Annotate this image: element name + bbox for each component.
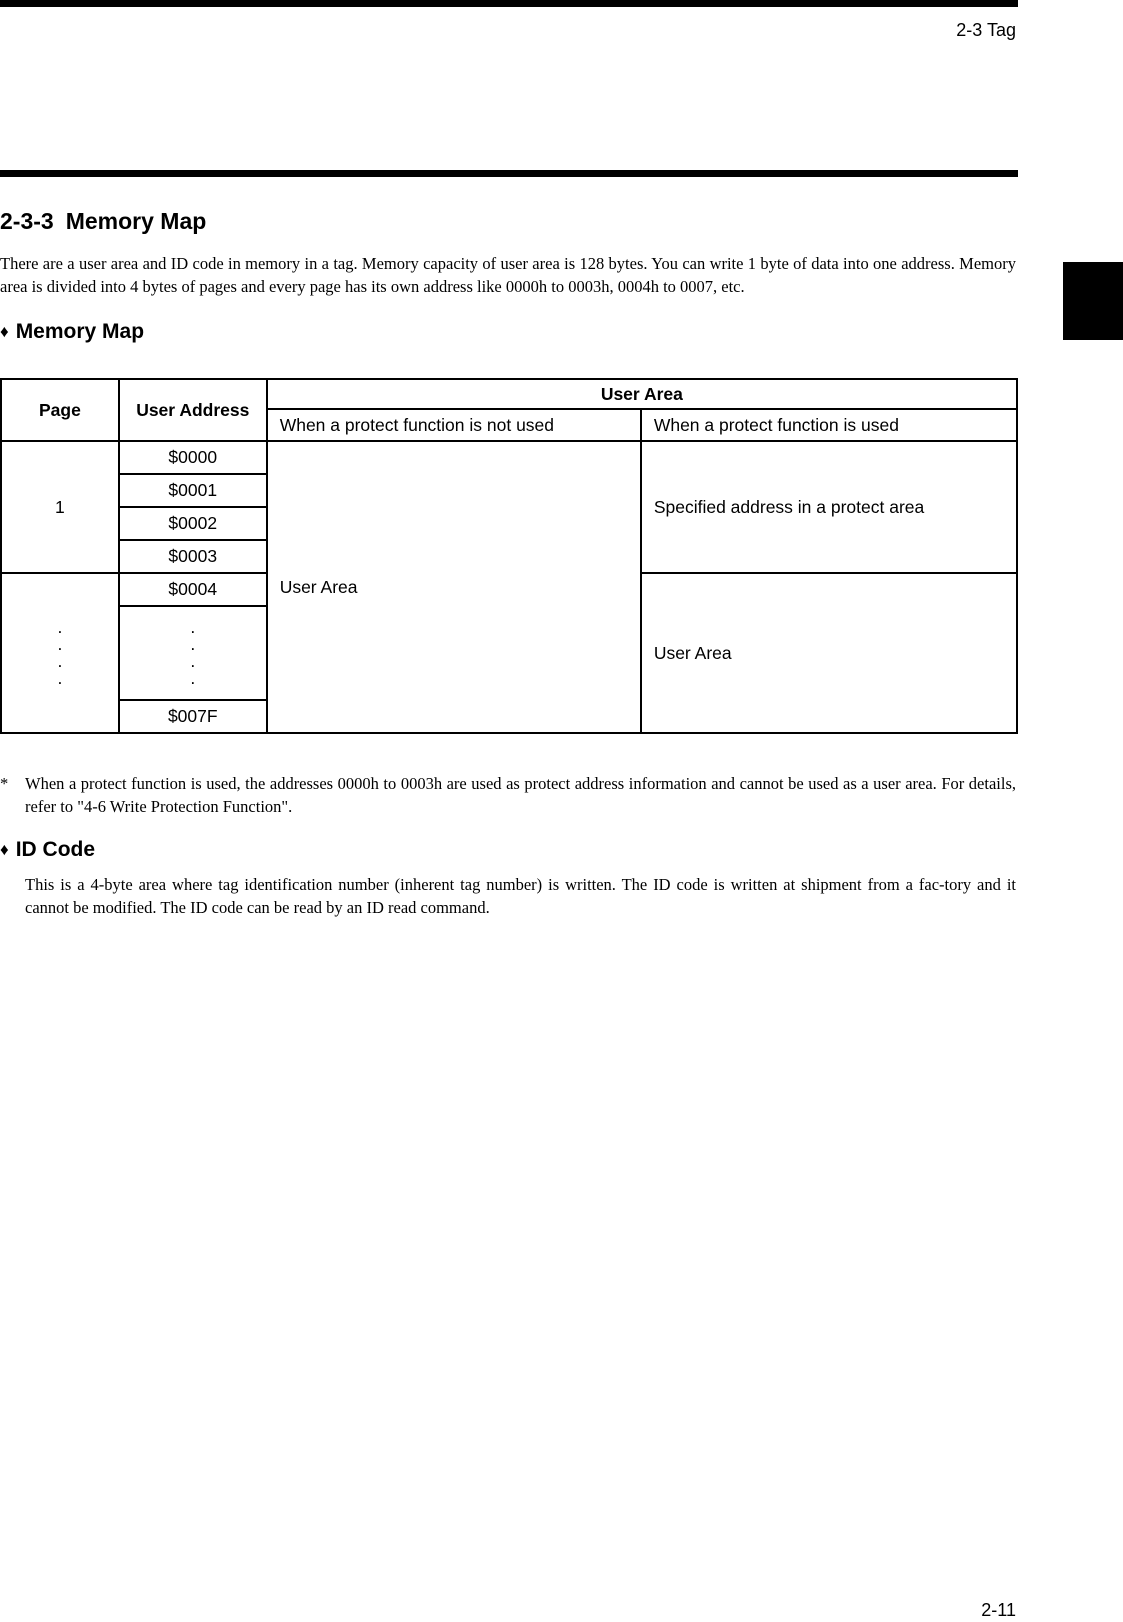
section-number: 2-3-3 xyxy=(0,208,54,234)
protect-area-cell: Specified address in a protect area xyxy=(641,441,1017,573)
table-row xyxy=(1,441,1017,474)
address-cell: $0001 xyxy=(119,474,267,507)
header-rule xyxy=(0,0,1018,7)
ellipsis-dot: . xyxy=(57,617,63,637)
memory-map-heading-text: Memory Map xyxy=(15,320,145,343)
chapter-thumb-tab xyxy=(1063,262,1123,340)
page-cell-dots xyxy=(1,573,119,733)
col-header-page: Page xyxy=(1,379,119,441)
diamond-bullet-icon: ♦ xyxy=(0,322,9,341)
address-cell: $0004 xyxy=(119,573,267,606)
id-code-heading-text: ID Code xyxy=(15,838,96,861)
ellipsis-dot: . xyxy=(190,617,196,637)
ellipsis-dot: . xyxy=(190,651,196,671)
id-code-heading xyxy=(0,838,95,862)
ellipsis-dot: . xyxy=(57,651,63,671)
user-area-cell-not-used: User Area xyxy=(267,441,641,733)
page-cell-1: 1 xyxy=(1,441,119,573)
footnote-text: When a protect function is used, the addresses 0000h to 0003h are used as protect address information and cannot be used as a user area. For details, refer to "4-6 Write Protection Function". xyxy=(25,774,1016,816)
col-header-user-address: User Address xyxy=(119,379,267,441)
subheader-protect-used: When a protect function is used xyxy=(641,409,1017,441)
running-header: 2-3 Tag xyxy=(956,20,1016,40)
address-cell: $0002 xyxy=(119,507,267,540)
intro-paragraph: There are a user area and ID code in memory in a tag. Memory capacity of user area is 128 bytes. You can write 1 byte of data into one address. Memory area is divided into 4 bytes of pages and every page has its own address like 0000h to 0003h, 0004h to 0007, etc. xyxy=(0,254,1016,296)
ellipsis-dot: . xyxy=(57,668,63,688)
page-number: 2-11 xyxy=(981,1600,1016,1620)
address-cell-dots xyxy=(119,606,267,700)
col-header-user-area: User Area xyxy=(267,379,1017,409)
footnote-marker: * xyxy=(0,774,9,793)
address-cell: $0000 xyxy=(119,441,267,474)
ellipsis-dot: . xyxy=(57,634,63,654)
diamond-bullet-icon: ♦ xyxy=(0,840,9,859)
ellipsis-dot: . xyxy=(190,634,196,654)
subheader-protect-not-used: When a protect function is not used xyxy=(267,409,641,441)
section-title xyxy=(0,208,206,235)
memory-map-table xyxy=(0,378,1018,734)
section-title-text: Memory Map xyxy=(65,208,207,234)
address-cell: $007F xyxy=(119,700,267,733)
section-rule xyxy=(0,170,1018,177)
id-code-paragraph: This is a 4-byte area where tag identification number (inherent tag number) is written. The ID code is written at shipment from a fac-tory and it cannot be modified. The ID code can be read by an ID read command. xyxy=(25,875,1016,917)
footnote xyxy=(0,772,1016,818)
ellipsis-dot: . xyxy=(190,668,196,688)
memory-map-heading xyxy=(0,320,144,344)
address-cell: $0003 xyxy=(119,540,267,573)
user-area-cell-used: User Area xyxy=(641,573,1017,733)
